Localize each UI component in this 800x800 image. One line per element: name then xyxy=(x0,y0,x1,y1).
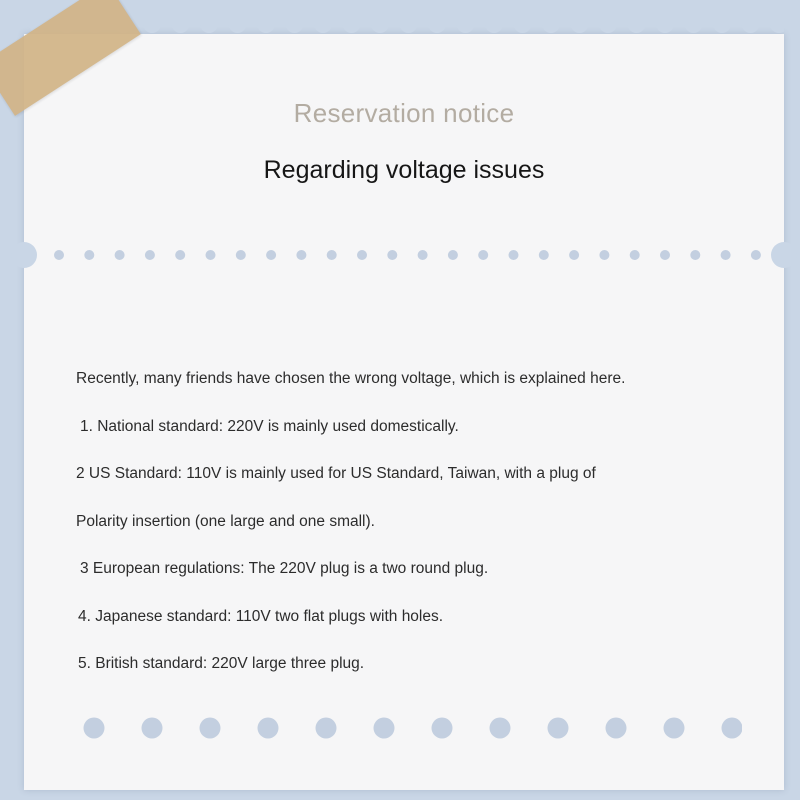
perforation-dot xyxy=(599,250,609,260)
punch-hole xyxy=(432,718,453,739)
punch-hole xyxy=(142,718,163,739)
scallop-notch xyxy=(599,24,617,33)
perforation-dot xyxy=(569,250,579,260)
scallop-notch xyxy=(200,24,218,33)
punch-hole xyxy=(84,718,105,739)
scallop-notch xyxy=(542,24,560,33)
notice-line-us-continued: Polarity insertion (one large and one small). xyxy=(76,512,375,530)
scallop-notch xyxy=(485,24,503,33)
perforation-dot xyxy=(478,250,488,260)
perforation-dot xyxy=(660,250,670,260)
perforation-dot xyxy=(84,250,94,260)
perforation-dot xyxy=(327,250,337,260)
punch-hole xyxy=(664,718,685,739)
perforation-dot xyxy=(115,250,125,260)
notice-body xyxy=(76,364,756,697)
notice-paper xyxy=(24,34,784,790)
page-title: Reservation notice xyxy=(293,98,515,128)
scallop-notch xyxy=(428,24,446,33)
scallop-notch xyxy=(770,24,784,33)
scallop-notch xyxy=(172,24,190,33)
perforation-dot xyxy=(721,250,731,260)
scallop-notch xyxy=(656,24,674,33)
perforation-dot xyxy=(690,250,700,260)
scallop-notch xyxy=(514,24,532,33)
scallop-notch xyxy=(286,24,304,33)
perforation-dot xyxy=(357,250,367,260)
perforation-dot xyxy=(54,250,64,260)
notice-line-japanese: 4. Japanese standard: 110V two flat plugs with holes. xyxy=(78,607,444,625)
perforation-dot xyxy=(509,250,519,260)
punch-hole xyxy=(606,718,627,739)
perforation-dot xyxy=(418,250,428,260)
notice-line-british: 5. British standard: 220V large three plug. xyxy=(78,655,365,672)
perforation-dot xyxy=(296,250,306,260)
scallop-notch xyxy=(628,24,646,33)
scallop-notch xyxy=(371,24,389,33)
punch-hole xyxy=(548,718,569,739)
scallop-notch xyxy=(400,24,418,33)
perforation-dot xyxy=(236,250,246,260)
scallop-notch xyxy=(742,24,760,33)
perforation-dot xyxy=(630,250,640,260)
perforation-dot xyxy=(539,250,549,260)
perforation-notch-left xyxy=(11,242,37,268)
perforation-dot xyxy=(448,250,458,260)
bottom-punch-holes xyxy=(82,716,742,740)
scallop-notch xyxy=(343,24,361,33)
perforation-dot xyxy=(751,250,761,260)
scallop-notch xyxy=(713,24,731,33)
punch-hole xyxy=(200,718,221,739)
punch-hole xyxy=(374,718,395,739)
scallop-notch xyxy=(257,24,275,33)
perforation-dots xyxy=(52,248,762,262)
scallop-notch xyxy=(571,24,589,33)
scallop-notch xyxy=(457,24,475,33)
perforation-dot xyxy=(145,250,155,260)
perforation-dot xyxy=(206,250,216,260)
perforation-dot xyxy=(266,250,276,260)
perforation-dot xyxy=(387,250,397,260)
notice-line-intro: Recently, many friends have chosen the wrong voltage, which is explained here. xyxy=(76,370,626,387)
scallop-notch xyxy=(143,24,161,33)
punch-hole xyxy=(258,718,279,739)
scallop-notch xyxy=(229,24,247,33)
notice-line-european: 3 European regulations: The 220V plug is a two round plug. xyxy=(80,560,489,577)
punch-hole xyxy=(722,718,743,739)
scallop-notch xyxy=(314,24,332,33)
punch-hole xyxy=(316,718,337,739)
notice-line-us: 2 US Standard: 110V is mainly used for US Standard, Taiwan, with a plug of xyxy=(76,465,596,482)
perforation-notch-right xyxy=(771,242,797,268)
notice-line-national: 1. National standard: 220V is mainly used domestically. xyxy=(80,417,459,435)
punch-hole xyxy=(490,718,511,739)
scallop-notch xyxy=(685,24,703,33)
perforation-dot xyxy=(175,250,185,260)
page-subtitle: Regarding voltage issues xyxy=(263,156,545,184)
